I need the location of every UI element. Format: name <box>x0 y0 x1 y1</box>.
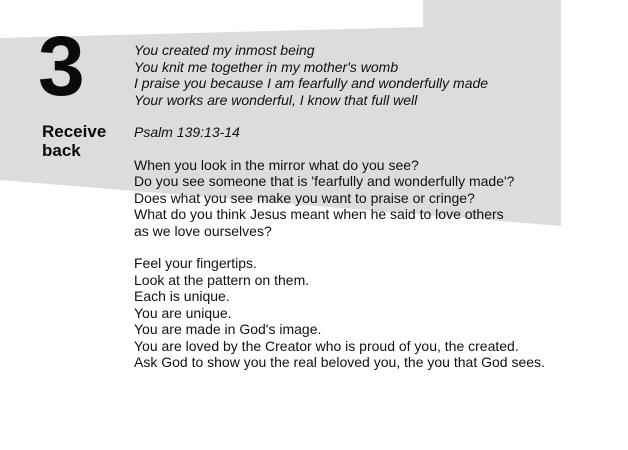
main-content <box>134 42 604 371</box>
step-title-line: Receive <box>42 122 107 141</box>
reflection-questions <box>134 157 604 240</box>
reflection-line: Feel your fingertips. <box>134 255 257 271</box>
scripture-reference: Psalm 139:13-14 <box>134 124 240 140</box>
reflection-line: You are loved by the Creator who is proud of you, the created. <box>134 337 519 354</box>
verse-line: You knit me together in my mother's womb <box>134 58 399 75</box>
reflection-line: Ask God to show you the real beloved you, the you that God sees. <box>134 354 545 370</box>
reflection-line: You are unique. <box>134 304 232 321</box>
question-line: Do you see someone that is 'fearfully and wonderfully made'? <box>134 173 515 189</box>
question-line: Does what you see make you want to praise or cringe? <box>134 189 475 206</box>
verse-line: You created my inmost being <box>134 42 315 58</box>
reflection-line: Look at the pattern on them. <box>134 271 310 288</box>
step-number: 3 <box>38 19 83 113</box>
question-line: as we love ourselves? <box>134 222 272 239</box>
verse-line: I praise you because I am fearfully and wonderfully made <box>134 75 489 91</box>
scripture-verse <box>134 42 604 108</box>
step-title-line: back <box>42 141 81 160</box>
reflection-activity <box>134 255 604 371</box>
question-line: What do you think Jesus meant when he said to love others <box>134 206 504 222</box>
reflection-line: You are made in God's image. <box>134 321 322 337</box>
verse-line: Your works are wonderful, I know that full well <box>134 91 418 108</box>
step-title <box>42 122 106 160</box>
question-line: When you look in the mirror what do you see? <box>134 156 419 173</box>
reflection-line: Each is unique. <box>134 288 230 304</box>
